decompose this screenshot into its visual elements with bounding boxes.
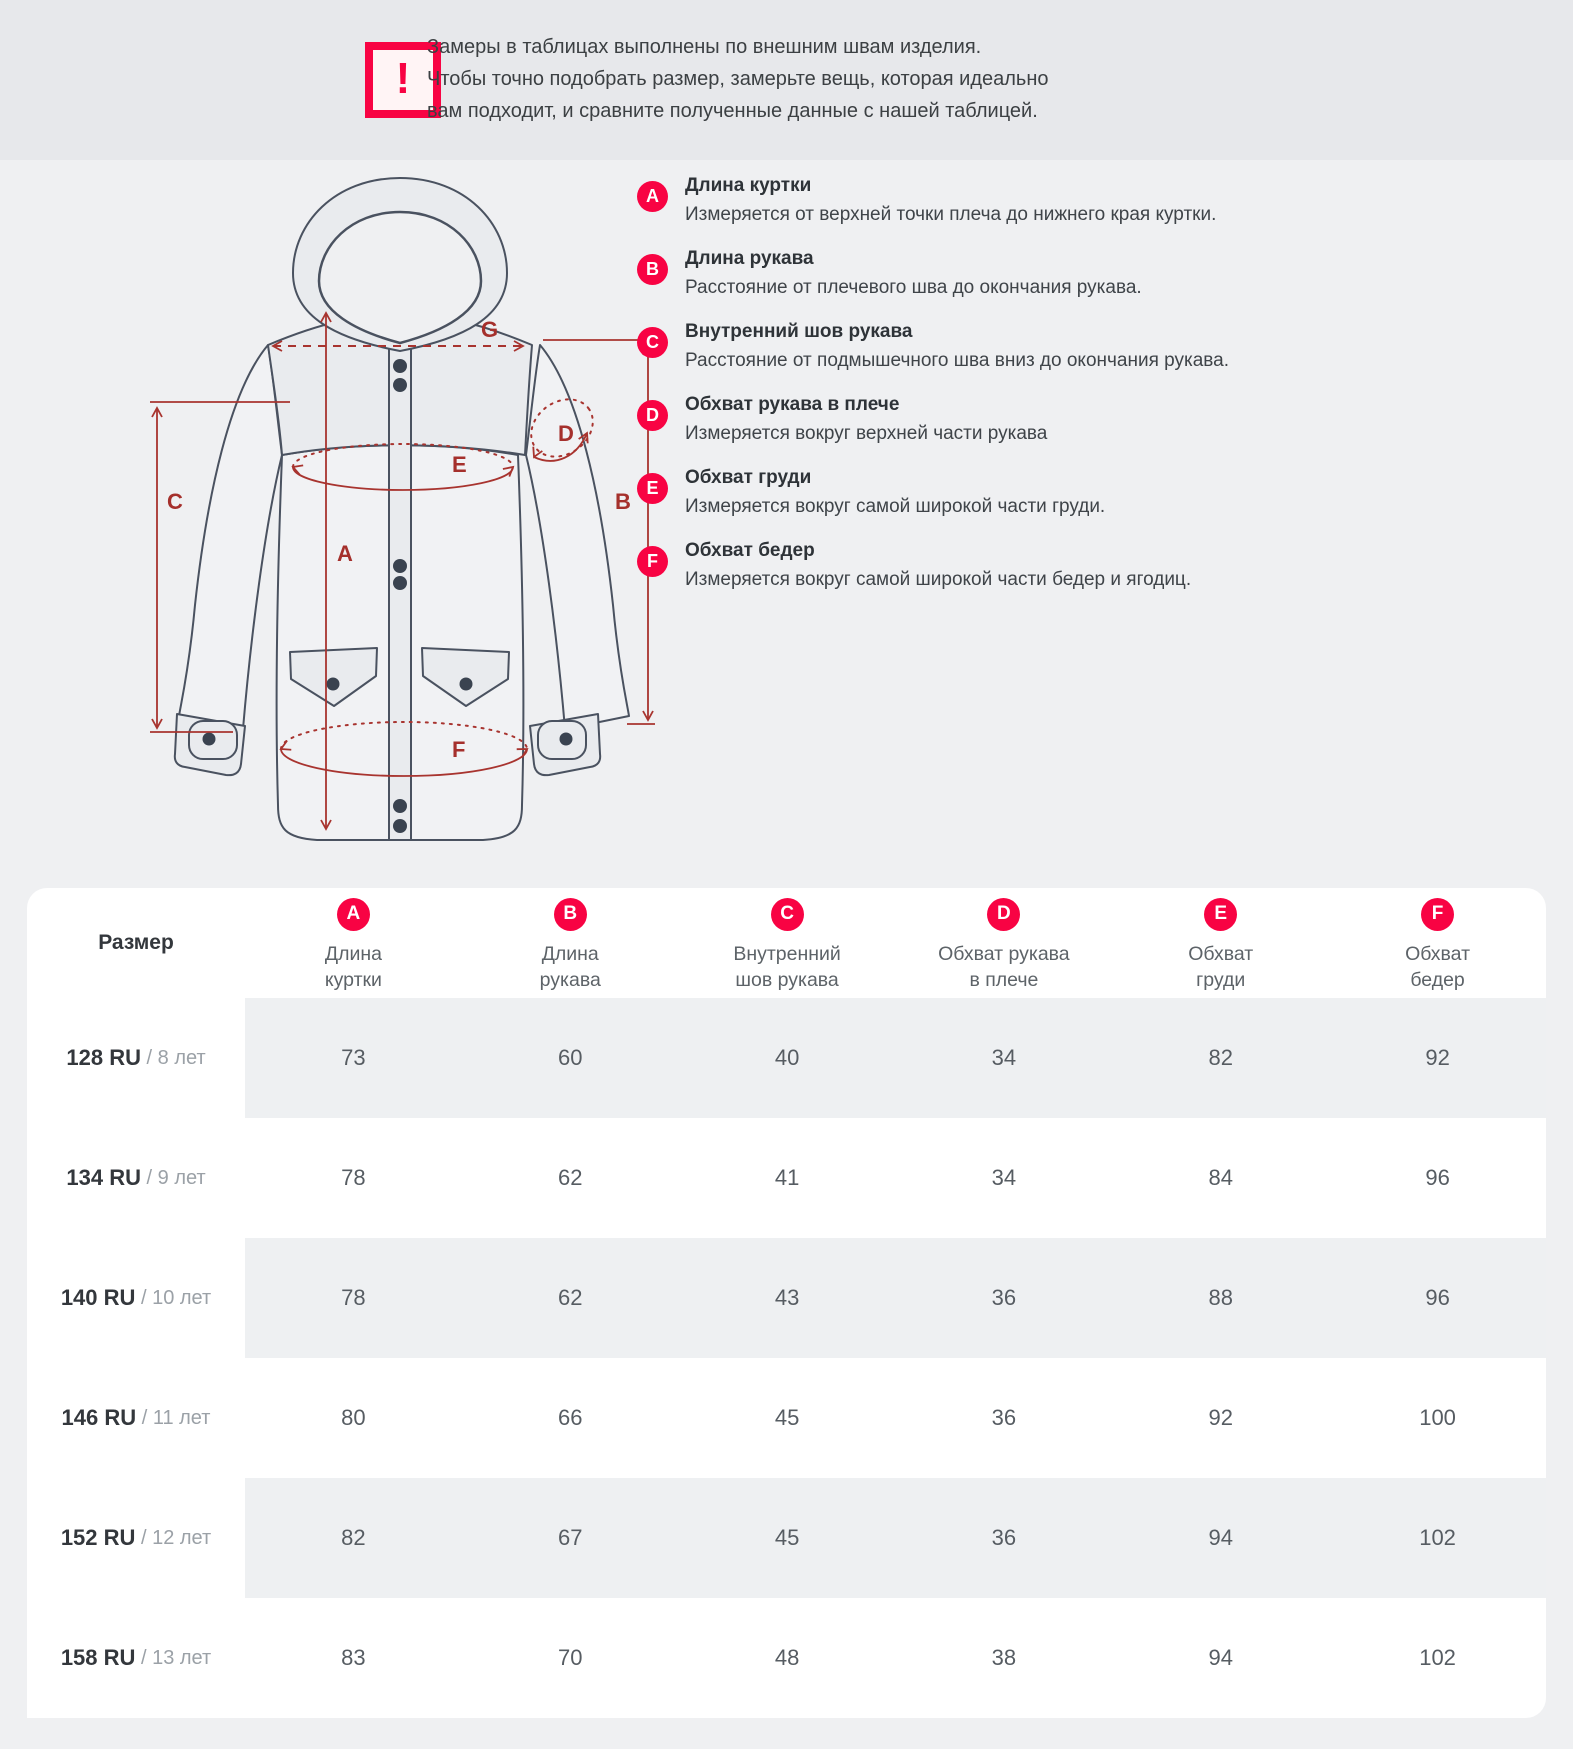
cell-value: 82 xyxy=(245,1478,462,1598)
jacket-diagram xyxy=(115,165,660,855)
cell-value: 82 xyxy=(1112,998,1329,1118)
table-row xyxy=(27,1238,1546,1358)
measure-label-d: D xyxy=(558,421,574,446)
cell-value: 96 xyxy=(1425,1165,1450,1190)
cell-value: 48 xyxy=(774,1645,800,1670)
row-size-label: 140 RU / 10 лет xyxy=(27,1238,245,1358)
table-column-d xyxy=(895,894,1112,993)
legend-badge-c: C xyxy=(637,327,668,358)
legend-item xyxy=(637,391,1352,449)
jacket-illustration xyxy=(115,165,660,855)
legend-title: Обхват рукава в плече xyxy=(685,394,900,415)
cell-value: 102 xyxy=(1419,1645,1456,1670)
cell-value: 94 xyxy=(1208,1645,1233,1670)
column-badge-b: B xyxy=(554,898,587,931)
row-size-label: 158 RU / 13 лет xyxy=(27,1598,245,1718)
cell-value: 102 xyxy=(1329,1478,1546,1598)
measure-label-e: E xyxy=(452,452,467,477)
legend-badge-e: E xyxy=(637,473,668,504)
table-column-e xyxy=(1112,894,1329,993)
legend-item xyxy=(637,318,1352,376)
cell-value: 70 xyxy=(558,1645,583,1670)
legend-desc: Измеряется вокруг самой широкой части бедер и ягодиц. xyxy=(685,569,1192,590)
cell-value: 80 xyxy=(341,1405,366,1430)
cell-value: 34 xyxy=(895,998,1112,1118)
legend-badge-b: B xyxy=(637,254,668,285)
legend-title: Обхват бедер xyxy=(685,540,815,561)
jacket-sleeve-right xyxy=(526,345,629,729)
cell-value: 43 xyxy=(679,1238,896,1358)
column-badge-f: F xyxy=(1421,898,1454,931)
legend-badge-f: F xyxy=(637,546,668,577)
cell-value: 36 xyxy=(991,1405,1017,1430)
column-label: Обхват груди xyxy=(1188,942,1254,991)
cell-value: 92 xyxy=(1329,998,1546,1118)
measure-label-a: A xyxy=(337,541,353,566)
table-column-c xyxy=(679,894,896,993)
banner-text xyxy=(427,31,1049,127)
legend-desc: Измеряется вокруг верхней части рукава xyxy=(685,423,1048,444)
legend-title: Внутренний шов рукава xyxy=(685,321,913,342)
cell-value: 78 xyxy=(245,1238,462,1358)
banner-text-line: вам подходит, и сравните полученные данные с нашей таблицей. xyxy=(427,100,1038,122)
cell-value: 84 xyxy=(1208,1165,1233,1190)
column-badge-a: A xyxy=(337,898,370,931)
cell-value: 73 xyxy=(245,998,462,1118)
cell-value: 83 xyxy=(341,1645,366,1670)
cell-value: 92 xyxy=(1208,1405,1233,1430)
cell-value: 40 xyxy=(679,998,896,1118)
cell-value: 100 xyxy=(1419,1405,1456,1430)
cell-value: 62 xyxy=(462,1238,679,1358)
column-label: Обхват рукава в плече xyxy=(938,942,1070,991)
measure-label-c: C xyxy=(167,489,183,514)
banner-text-line: Чтобы точно подобрать размер, замерьте вещь, которая идеально xyxy=(427,68,1049,90)
cell-value: 88 xyxy=(1112,1238,1329,1358)
column-label: Внутренний шов рукава xyxy=(733,942,841,991)
column-badge-d: D xyxy=(987,898,1020,931)
cell-value: 36 xyxy=(895,1478,1112,1598)
row-size-label: 152 RU / 12 лет xyxy=(27,1478,245,1598)
measure-label-f: F xyxy=(452,737,466,762)
column-badge-e: E xyxy=(1204,898,1237,931)
legend-desc: Измеряется от верхней точки плеча до нижнего края куртки. xyxy=(685,204,1217,225)
legend-desc: Расстояние от плечевого шва до окончания рукава. xyxy=(685,277,1142,298)
legend-item xyxy=(637,537,1352,595)
cell-value: 60 xyxy=(462,998,679,1118)
legend-title: Длина куртки xyxy=(685,175,812,196)
table-header-size: Размер xyxy=(98,931,174,954)
table-row xyxy=(27,1598,1546,1718)
size-table-card xyxy=(27,888,1546,1718)
column-badge-c: C xyxy=(771,898,804,931)
warning-banner xyxy=(0,0,1573,160)
cell-value: 45 xyxy=(774,1405,800,1430)
cell-value: 94 xyxy=(1112,1478,1329,1598)
cell-value: 36 xyxy=(895,1238,1112,1358)
legend-item xyxy=(637,464,1352,522)
row-size-label: 134 RU / 9 лет xyxy=(27,1118,245,1238)
legend-desc: Расстояние от подмышечного шва вниз до окончания рукава. xyxy=(685,350,1230,371)
cell-value: 62 xyxy=(558,1165,583,1190)
cell-value: 96 xyxy=(1329,1238,1546,1358)
column-label: Длина рукава xyxy=(539,942,601,991)
table-column-b xyxy=(462,894,679,993)
legend-title: Обхват груди xyxy=(685,467,812,488)
cell-value: 38 xyxy=(991,1645,1017,1670)
row-size-label: 146 RU / 11 лет xyxy=(27,1358,245,1478)
measure-label-b: B xyxy=(615,489,631,514)
table-column-a xyxy=(245,894,462,993)
column-label: Длина куртки xyxy=(324,942,382,991)
legend-badge-a: A xyxy=(637,181,668,212)
legend-badge-d: D xyxy=(637,400,668,431)
measure-label-g: G xyxy=(481,317,499,342)
table-row xyxy=(27,998,1546,1118)
legend-desc: Измеряется вокруг самой широкой части груди. xyxy=(685,496,1106,517)
cell-value: 66 xyxy=(558,1405,583,1430)
measurement-legend xyxy=(637,172,1352,610)
cell-value: 41 xyxy=(774,1165,800,1190)
cell-value: 67 xyxy=(462,1478,679,1598)
table-row xyxy=(27,1478,1546,1598)
row-size-label: 128 RU / 8 лет xyxy=(27,998,245,1118)
cell-value: 34 xyxy=(991,1165,1017,1190)
table-row xyxy=(27,1358,1546,1478)
exclamation-icon: ! xyxy=(365,42,441,118)
column-label: Обхват бедер xyxy=(1405,942,1471,991)
table-row xyxy=(27,1118,1546,1238)
cell-value: 45 xyxy=(679,1478,896,1598)
legend-item xyxy=(637,172,1352,230)
legend-item xyxy=(637,245,1352,303)
table-column-f xyxy=(1329,894,1546,993)
legend-title: Длина рукава xyxy=(685,248,814,269)
banner-text-line: Замеры в таблицах выполнены по внешним швам изделия. xyxy=(427,36,982,58)
table-header-row xyxy=(27,888,1546,998)
cell-value: 78 xyxy=(341,1165,366,1190)
